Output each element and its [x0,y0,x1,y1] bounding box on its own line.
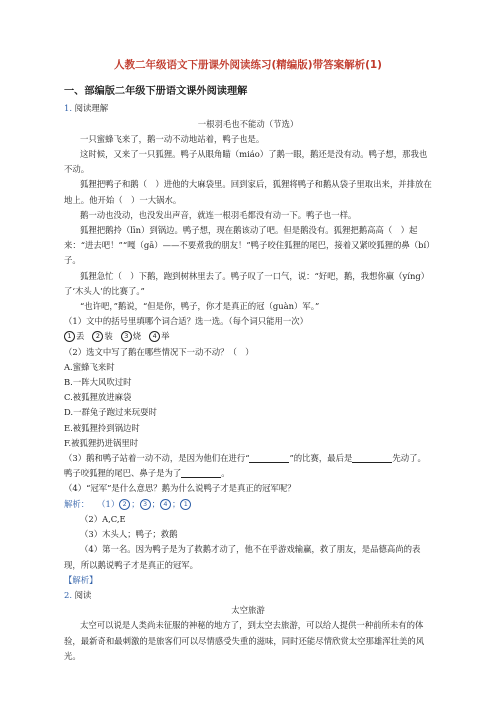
question-2-header [64,588,432,603]
word-choice: 装 [104,331,113,342]
answer-blank[interactable] [249,452,289,463]
circled-number: 2 [92,331,103,342]
analysis-answer-4: （4）第一名。因为鸭子是为了救鹅才动了，他不在乎游戏输赢，救了朋友，是品德高尚的表现，所以鹅说鸭子才是真正的冠军。 [64,544,421,570]
sub-question-3-text: 。 [221,468,230,479]
passage-paragraph: 鹅一动也没动，也没发出声音，就连一根羽毛都没有动一下。鸭子也一样。 [80,209,357,220]
separator: ； [151,498,160,509]
option-item: B.一阵大风吹过时 [64,377,132,388]
answer-blank[interactable] [181,467,221,478]
passage-paragraph: “也许吧，”鹅说，“但是你，鸭子，你才是真正的冠（guàn）军。” [80,301,320,312]
passage-paragraph: 狐狸把鹅拎（līn）到锅边。鸭子想，现在鹅该动了吧。但是鹅没有。狐狸把鹅高高（ ）起来：“进去吧！”“嘎（gā）——不要煮我的朋友！”鸭子咬住狐狸的尾巴，接着又紧咬狐狸的鼻（bí）子。 [64,225,431,266]
passage-title: 太空旅游 [231,605,265,616]
sub-question-3-text: ”的比赛，最后是 [289,453,353,464]
question-number: 2. [64,589,72,600]
question-number: 1. [64,103,72,114]
word-choice: 烧 [132,331,142,342]
circled-number: 4 [160,499,171,510]
passage-paragraph: 这时候，又来了一只狐狸。鸭子从眼角瞄（miáo）了鹅一眼，鹅还是没有动。鸭子想，那我也不动。 [64,149,428,175]
passage-paragraph: 狐狸急忙（ ）下鹅，跑到树林里去了。鸭子叹了一口气，说：“好吧，鹅，我想你赢（yíng）了‘木头人’的比赛了。” [64,270,430,296]
answer-blank[interactable] [352,452,392,463]
option-item: C.被狐狸放进麻袋 [64,392,132,403]
circled-number: 4 [149,331,160,342]
analysis-answer-2: （2）A,C,E [80,513,126,524]
sub-question-3-text: 先动了。鸭子咬狐狸的尾巴、鼻子是为了 [64,453,426,479]
passage-paragraph: 狐狸把鸭子和鹅（ ）进他的大麻袋里。回到家后，狐狸将鸭子和鹅从袋子里取出来，并排放在地上。他开始（ ）一大锅水。 [64,179,432,205]
circled-number: 1 [64,331,75,342]
passage-title: 一根羽毛也不能动（节选） [197,118,299,129]
word-choice: 举 [161,331,170,342]
word-choices [64,329,432,344]
document-title: 人教二年级语文下册课外阅读练习(精编版)带答案解析(1) [113,59,382,71]
circled-number: 1 [180,499,191,510]
analysis-label: 解析： [64,498,90,509]
sub-question-3 [64,451,432,481]
word-choice: 丢 [76,331,85,342]
option-item: D.一群兔子跑过来玩耍时 [64,407,157,418]
sub-question-4: （4）“冠军”是什么意思？鹅为什么说鸭子才是真正的冠军呢？ [64,483,296,494]
question-label: 阅读 [74,589,92,600]
option-item: E.被狐狸拎到锅边时 [64,422,140,433]
sub-question-2: （2）选文中写了鹅在哪些情况下一动不动？（ ） [64,346,254,357]
analysis-answer-1 [64,497,432,512]
separator: ； [171,498,181,509]
analysis-answer-3: （3）木头人；鸭子；救鹅 [80,529,178,540]
question-1-header [64,101,432,116]
sub-question-3-text: （3）鹅和鸭子站着一动不动，是因为他们在进行“ [64,453,250,464]
section-heading: 一、部编版二年级下册语文课外阅读理解 [64,86,248,98]
passage-paragraph: 太空可以说是人类尚未征服的神秘的地方了，到太空去旅游，可以给人提供一种前所未有的体验，最新奇和最刺激的是旅客们可以尽情感受失重的滋味，同时还能尽情欣赏太空那雄浑壮美的风光。 [64,620,425,661]
answer-prefix: （1） [97,498,120,509]
option-item: A.蜜蜂飞来时 [64,361,115,372]
circled-number: 3 [121,331,132,342]
separator: ； [131,498,140,509]
option-item: F.被狐狸扔进锅里时 [64,437,139,448]
sub-question-1: （1）文中的括号里填哪个词合适？选一选。（每个词只能用一次） [64,316,309,327]
passage-paragraph: 一只蜜蜂飞来了，鹅一动不动地站着，鸭子也是。 [80,133,265,144]
question-label: 阅读理解 [74,103,109,114]
circled-number: 2 [119,499,130,510]
circled-number: 3 [140,499,151,510]
analysis-link[interactable]: 【解析】 [64,574,98,585]
